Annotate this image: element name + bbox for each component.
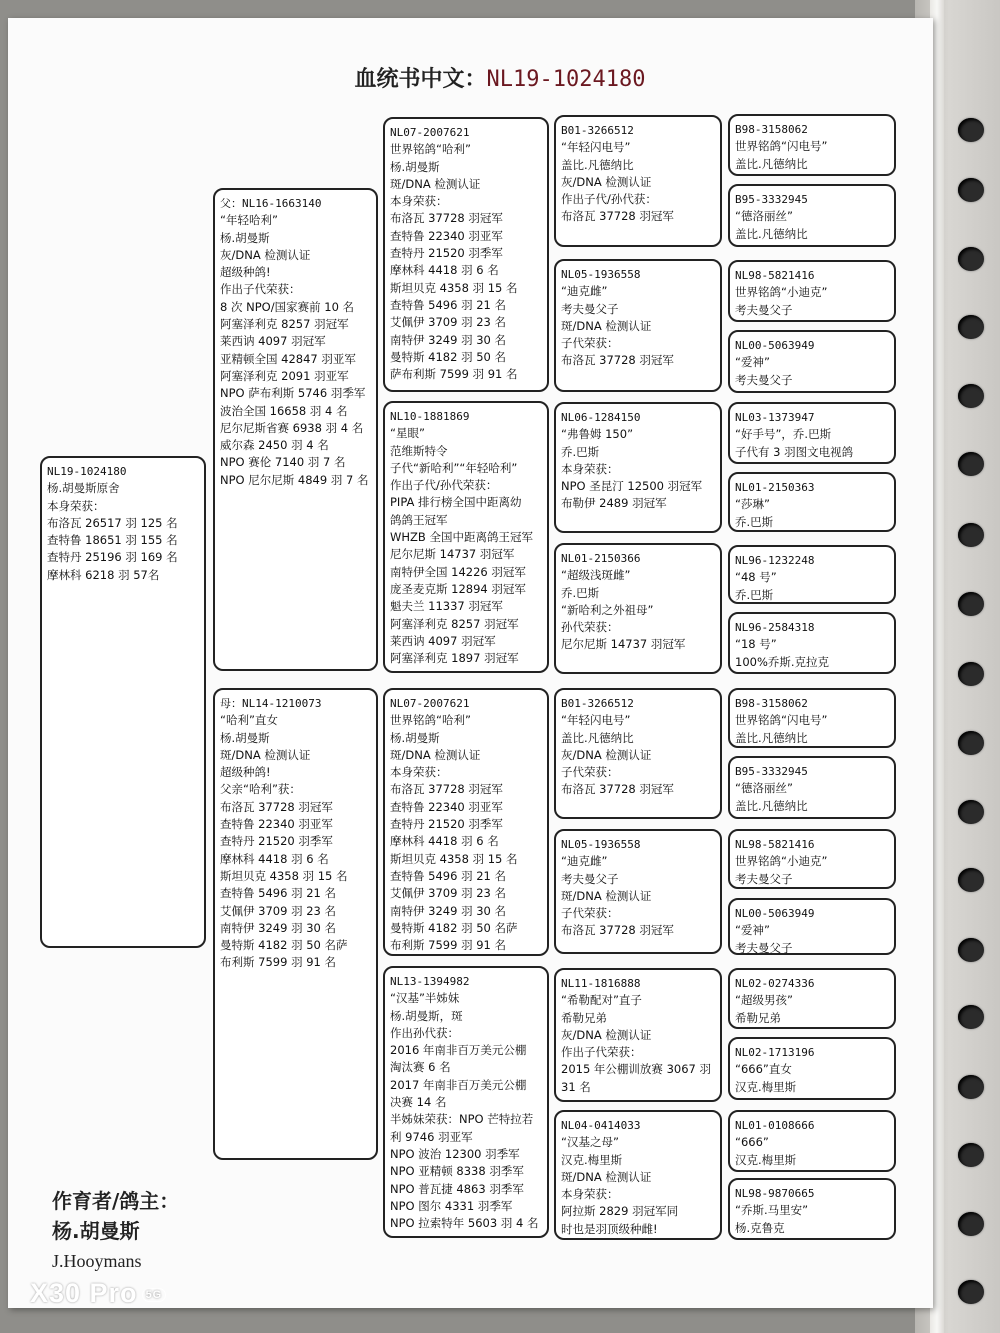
card-line: 摩林科 4418 羽 6 名 [390, 263, 499, 278]
card-line: 查特丹 25196 羽 169 名 [47, 550, 178, 565]
card-line: 南特伊全国 14226 羽冠军 [390, 564, 526, 579]
binder-hole [958, 452, 984, 476]
gen3-card-2 [554, 259, 722, 392]
card-line: 作出孙代获： [390, 1025, 459, 1040]
card-line: NPO 波治 12300 羽季军 [390, 1146, 520, 1161]
card-line: 摩林科 6218 羽 57名 [47, 567, 160, 582]
gen4-card-13 [728, 968, 896, 1029]
card-line: “弗鲁姆 150” [561, 427, 634, 442]
binder-hole [958, 315, 984, 339]
card-line: 威尔森 2450 羽 4 名 [220, 438, 329, 453]
gen4-card-2 [728, 184, 896, 247]
ring-number: B01-3266512 [561, 124, 634, 137]
camera-brand: X30 Pro [30, 1278, 138, 1308]
binder-hole [958, 662, 984, 686]
card-line: NPO 拉索特年 5603 羽 4 名 [390, 1216, 539, 1231]
card-line: 盖比.凡德纳比 [561, 157, 634, 172]
card-line: 斑/DNA 检测认证 [220, 747, 311, 762]
gen4-card-16 [728, 1178, 896, 1240]
card-line: “迪克雌” [561, 284, 608, 299]
gen3-card-5 [554, 688, 722, 819]
card-line: 艾佩伊 3709 羽 23 名 [390, 886, 507, 901]
camera-watermark [30, 1278, 166, 1309]
ring-number: NL01-0108666 [735, 1119, 815, 1132]
ring-number: NL19-1024180 [47, 465, 127, 478]
card-line: 杨.克鲁克 [735, 1220, 785, 1235]
card-line: 布洛瓦 37728 羽冠军 [220, 799, 333, 814]
card-line: 阿塞泽利克 8257 羽冠军 [220, 317, 349, 332]
card-line: 本身荣获： [561, 1187, 619, 1202]
binder-hole [958, 731, 984, 755]
card-line: 查特鲁 22340 羽亚军 [220, 817, 333, 832]
ring-number: NL05-1936558 [561, 268, 641, 281]
ring-number: B98-3158062 [735, 123, 808, 136]
breeder-name-en: J.Hooymans [52, 1251, 142, 1271]
ring-number: NL96-2584318 [735, 621, 815, 634]
card-line: 斯坦贝克 4358 羽 15 名 [390, 280, 518, 295]
card-line: 艾佩伊 3709 羽 23 名 [220, 903, 337, 918]
card-line: 子代有 3 羽图文电视鸽 [735, 444, 854, 459]
card-line: 盖比.凡德纳比 [735, 730, 808, 745]
title-prefix: 血统书中文： [354, 67, 487, 92]
gen4-card-12 [728, 898, 896, 955]
title-ring-number: NL19-1024180 [486, 67, 646, 92]
card-line: 南特伊 3249 羽 30 名 [390, 332, 507, 347]
card-line: 阿塞泽利克 2091 羽亚军 [220, 368, 349, 383]
gen4-card-8 [728, 612, 896, 674]
ring-number: 父：NL16-1663140 [220, 197, 322, 210]
card-line: 考夫曼父子 [735, 871, 793, 886]
card-line: 子代荣获： [561, 906, 619, 921]
card-line: “年轻闪电号” [561, 713, 631, 728]
card-line: 杨.胡曼斯 [220, 730, 270, 745]
binder-hole [958, 1075, 984, 1099]
ring-number: NL01-2150366 [561, 552, 641, 565]
card-line: 布利斯 7599 羽 91 名 [390, 938, 507, 953]
ring-number: NL07-2007621 [390, 126, 470, 139]
network-badge: 5G [142, 1288, 167, 1302]
card-line: 杨.胡曼斯原舍 [47, 481, 120, 496]
card-line: 淘汰赛 6 名 [390, 1060, 451, 1075]
card-line: 布洛瓦 37728 羽冠军 [561, 782, 674, 797]
card-line: 曼特斯 4182 羽 50 名 [390, 349, 507, 364]
card-line: 斑/DNA 检测认证 [561, 888, 652, 903]
card-line: 斑/DNA 检测认证 [561, 1169, 652, 1184]
card-line: “666” [735, 1135, 769, 1150]
card-line: 汉克.梅里斯 [735, 1079, 797, 1094]
card-line: 孙代荣获： [561, 620, 619, 635]
card-line: 布勒伊 2489 羽冠军 [561, 496, 667, 511]
card-line: 汉克.梅里斯 [561, 1152, 623, 1167]
subject-card [40, 456, 206, 948]
gen4-card-10 [728, 756, 896, 819]
gen3-card-4 [554, 543, 722, 674]
card-line: “迪克雌” [561, 854, 608, 869]
card-line: 考夫曼父子 [561, 301, 619, 316]
card-line: “希勒配对”直子 [561, 993, 642, 1008]
gen4-card-15 [728, 1110, 896, 1172]
card-line: 莱西讷 4097 羽冠军 [220, 334, 326, 349]
card-line: 查特鲁 5496 羽 21 名 [390, 868, 507, 883]
card-line: 查特鲁 5496 羽 21 名 [220, 886, 337, 901]
card-line: 超级种鸽! [220, 765, 271, 780]
card-line: 世界铭鸽“哈利” [390, 713, 471, 728]
card-line: “汉基之母” [561, 1135, 619, 1150]
card-line: 2016 年南非百万美元公棚 [390, 1043, 527, 1058]
card-line: 查特丹 21520 羽季军 [390, 246, 503, 261]
card-line: 本身荣获： [390, 765, 448, 780]
card-line: 灰/DNA 检测认证 [220, 247, 311, 262]
gen3-card-1 [554, 115, 722, 247]
card-line: 莱西讷 4097 羽冠军 [390, 633, 496, 648]
ring-number: 母：NL14-1210073 [220, 697, 322, 710]
card-line: 决赛 14 名 [390, 1095, 447, 1110]
ring-number: NL11-1816888 [561, 977, 641, 990]
card-line: 2017 年南非百万美元公棚 [390, 1077, 527, 1092]
card-line: “超级男孩” [735, 993, 793, 1008]
card-line: 盖比.凡德纳比 [735, 156, 808, 171]
card-line: 盖比.凡德纳比 [561, 730, 634, 745]
card-line: 乔.巴斯 [561, 585, 600, 600]
card-line: 2015 年公棚训放赛 3067 羽 [561, 1062, 711, 1077]
card-line: NPO 普瓦捷 4863 羽季军 [390, 1181, 524, 1196]
gen4-card-3 [728, 260, 896, 322]
card-line: 范维斯特令 [390, 443, 448, 458]
gen4-card-1 [728, 114, 896, 176]
gen4-card-5 [728, 402, 896, 464]
card-line: “哈利”直女 [220, 713, 278, 728]
ring-number: NL03-1373947 [735, 411, 815, 424]
card-line: 阿塞泽利克 8257 羽冠军 [390, 616, 519, 631]
card-line: 本身荣获： [47, 498, 105, 513]
card-line: 本身荣获： [390, 194, 448, 209]
card-line: 杨.胡曼斯 [390, 730, 440, 745]
card-line: 鸽鸽王冠军 [390, 512, 448, 527]
gen4-card-4 [728, 330, 896, 393]
ring-number: NL96-1232248 [735, 554, 815, 567]
binder-hole [958, 118, 984, 142]
card-line: 考夫曼父子 [735, 372, 793, 387]
card-line: 斑/DNA 检测认证 [561, 318, 652, 333]
card-line: 萨布利斯 7599 羽 91 名 [390, 367, 518, 382]
card-line: 子代荣获： [561, 765, 619, 780]
card-line: “48 号” [735, 570, 777, 585]
card-line: 作出子代荣获： [220, 282, 301, 297]
card-line: 子代“新哈利”“年轻哈利” [390, 460, 518, 475]
card-line: 斯坦贝克 4358 羽 15 名 [390, 851, 518, 866]
card-line: “18 号” [735, 637, 777, 652]
card-line: 南特伊 3249 羽 30 名 [220, 920, 337, 935]
card-line: “爱神” [735, 923, 770, 938]
card-line: 布洛瓦 37728 羽冠军 [390, 782, 503, 797]
card-line: 盖比.凡德纳比 [735, 798, 808, 813]
card-line: 布洛瓦 37728 羽冠军 [390, 211, 503, 226]
binder-hole [958, 938, 984, 962]
card-line: 乔.巴斯 [735, 514, 774, 529]
card-line: 布洛瓦 37728 羽冠军 [561, 209, 674, 224]
card-line: 汉克.梅里斯 [735, 1152, 797, 1167]
card-line: 布洛瓦 37728 羽冠军 [561, 353, 674, 368]
card-line: 利 9746 羽亚军 [390, 1129, 473, 1144]
card-line: 查特鲁 22340 羽亚军 [390, 228, 503, 243]
card-line: 世界铭鸽“闪电号” [735, 139, 828, 154]
gen4-card-6 [728, 472, 896, 532]
sire-card [213, 188, 378, 671]
card-line: 杨.胡曼斯，斑 [390, 1008, 463, 1023]
card-line: PIPA 排行榜全国中距离幼 [390, 495, 522, 510]
binder-hole [958, 592, 984, 616]
card-line: 盖比.凡德纳比 [735, 226, 808, 241]
breeder-label: 作育者/鸽主： [52, 1189, 180, 1213]
card-line: 考夫曼父子 [735, 302, 793, 317]
card-line: “年轻哈利” [220, 213, 278, 228]
card-line: 超级种鸽! [220, 265, 271, 280]
ring-number: NL05-1936558 [561, 838, 641, 851]
ring-number: NL98-5821416 [735, 838, 815, 851]
card-line: “德洛丽丝” [735, 209, 793, 224]
card-line: 布利斯 7599 羽 91 名 [220, 955, 337, 970]
card-line: 乔.巴斯 [561, 444, 600, 459]
binder-hole [958, 1280, 984, 1304]
ring-number: NL10-1881869 [390, 410, 470, 423]
card-line: “乔斯.马里安” [735, 1203, 809, 1218]
card-line: 时也是羽顶级种雌! [561, 1221, 658, 1236]
card-line: 本身荣获： [561, 461, 619, 476]
card-line: 杨.胡曼斯 [390, 159, 440, 174]
card-line: “爱神” [735, 355, 770, 370]
card-line: “超级浅斑雌” [561, 568, 631, 583]
card-line: 作出子代荣获： [561, 1045, 642, 1060]
card-line: 亚精顿全国 42847 羽亚军 [220, 351, 356, 366]
gen3-card-3 [554, 402, 722, 533]
card-line: 斑/DNA 检测认证 [390, 747, 481, 762]
grandsire-paternal-card [383, 117, 549, 392]
card-line: 南特伊 3249 羽 30 名 [390, 903, 507, 918]
card-line: 阿拉斯 2829 羽冠军同 [561, 1204, 679, 1219]
ring-number: NL01-2150363 [735, 481, 815, 494]
card-line: “666”直女 [735, 1062, 792, 1077]
card-line: 查特鲁 5496 羽 21 名 [390, 297, 507, 312]
card-line: 世界铭鸽“小迪克” [735, 854, 828, 869]
ring-number: B95-3332945 [735, 193, 808, 206]
ring-number: NL98-5821416 [735, 269, 815, 282]
ring-number: NL06-1284150 [561, 411, 641, 424]
card-line: 摩林科 4418 羽 6 名 [220, 851, 329, 866]
card-line: 100%乔斯.克拉克 [735, 654, 830, 669]
card-line: 世界铭鸽“闪电号” [735, 713, 828, 728]
ring-number: B95-3332945 [735, 765, 808, 778]
binder-hole [958, 247, 984, 271]
card-line: 尼尔尼斯省赛 6938 羽 4 名 [220, 420, 364, 435]
card-line: 斑/DNA 检测认证 [390, 176, 481, 191]
card-line: 作出子代/孙代获： [561, 192, 657, 207]
card-line: 乔.巴斯 [735, 587, 774, 602]
card-line: 灰/DNA 检测认证 [561, 174, 652, 189]
granddam-paternal-card [383, 401, 549, 673]
card-line: 考夫曼父子 [735, 940, 793, 955]
card-line: 作出子代/孙代荣获： [390, 478, 498, 493]
card-line: NPO 萨布利斯 5746 羽季军 [220, 386, 366, 401]
ring-number: NL00-5063949 [735, 907, 815, 920]
card-line: 世界铭鸽“小迪克” [735, 285, 828, 300]
gen4-card-9 [728, 688, 896, 748]
card-line: NPO 亚精顿 8338 羽季军 [390, 1164, 524, 1179]
card-line: 世界铭鸽“哈利” [390, 142, 471, 157]
ring-number: B01-3266512 [561, 697, 634, 710]
ring-number: NL00-5063949 [735, 339, 815, 352]
ring-number: NL07-2007621 [390, 697, 470, 710]
card-line: 半姊妹荣获：NPO 芒特拉若 [390, 1112, 534, 1127]
card-line: NPO 图尔 4331 羽季军 [390, 1198, 513, 1213]
gen3-card-6 [554, 829, 722, 954]
card-line: “星眼” [390, 426, 425, 441]
binder-hole [958, 800, 984, 824]
binder-hole [958, 868, 984, 892]
ring-number: NL13-1394982 [390, 975, 470, 988]
card-line: 希勒兄弟 [735, 1010, 781, 1025]
card-line: NPO 圣昆汀 12500 羽冠军 [561, 479, 703, 494]
binder-hole [958, 178, 984, 202]
ring-number: B98-3158062 [735, 697, 808, 710]
gen4-card-11 [728, 829, 896, 889]
card-line: 查特丹 21520 羽季军 [220, 834, 333, 849]
binder-hole [958, 1212, 984, 1236]
card-line: 杨.胡曼斯 [220, 230, 270, 245]
card-line: 布洛瓦 37728 羽冠军 [561, 923, 674, 938]
card-line: “莎琳” [735, 497, 770, 512]
card-line: 查特鲁 22340 羽亚军 [390, 799, 503, 814]
gen4-card-7 [728, 545, 896, 604]
card-line: 尼尔尼斯 14737 羽冠军 [561, 637, 686, 652]
card-line: 查特鲁 18651 羽 155 名 [47, 533, 178, 548]
granddam-maternal-card [383, 966, 549, 1238]
card-line: “好手号”，乔.巴斯 [735, 427, 832, 442]
binder-hole [958, 523, 984, 547]
dam-card [213, 688, 378, 1160]
card-line: “新哈利之外祖母” [561, 602, 654, 617]
binder-hole [958, 1005, 984, 1029]
card-line: “汉基”半姊妹 [390, 991, 460, 1006]
ring-number: NL02-1713196 [735, 1046, 815, 1059]
card-line: 布洛瓦 26517 羽 125 名 [47, 515, 178, 530]
card-line: 摩林科 4418 羽 6 名 [390, 834, 499, 849]
breeder-name-cn: 杨.胡曼斯 [52, 1219, 140, 1243]
card-line: 斯坦贝克 4358 羽 15 名 [220, 868, 348, 883]
card-line: 希勒兄弟 [561, 1010, 607, 1025]
ring-number: NL02-0274336 [735, 977, 815, 990]
card-line: 艾佩伊 3709 羽 23 名 [390, 315, 507, 330]
ring-number: NL98-9870665 [735, 1187, 815, 1200]
card-line: 波治全国 16658 羽 4 名 [220, 403, 348, 418]
card-line: 灰/DNA 检测认证 [561, 1027, 652, 1042]
card-line: 父亲“哈利”获： [220, 782, 301, 797]
card-line: 魁夫兰 11337 羽冠军 [390, 599, 503, 614]
card-line: 庞圣麦克斯 12894 羽冠军 [390, 581, 526, 596]
binder-hole [958, 1143, 984, 1167]
card-line: WHZB 全国中距离鸽王冠军 [390, 530, 533, 545]
card-line: 尼尔尼斯 14737 羽冠军 [390, 547, 515, 562]
gen3-card-7 [554, 968, 722, 1102]
card-line: 子代荣获： [561, 336, 619, 351]
card-line: “德洛丽丝” [735, 781, 793, 796]
card-line: 考夫曼父子 [561, 871, 619, 886]
ring-number: NL04-0414033 [561, 1119, 641, 1132]
gen3-card-8 [554, 1110, 722, 1240]
card-line: NPO 尼尔尼斯 4849 羽 7 名 [220, 472, 369, 487]
binder-hole [958, 384, 984, 408]
grandsire-maternal-card [383, 688, 549, 956]
card-line: 曼特斯 4182 羽 50 名萨 [390, 920, 518, 935]
card-line: NPO 赛伦 7140 羽 7 名 [220, 455, 346, 470]
card-line: “年轻闪电号” [561, 140, 631, 155]
card-line: 阿塞泽利克 1897 羽冠军 [390, 651, 519, 666]
card-line: 曼特斯 4182 羽 50 名萨 [220, 938, 348, 953]
page-title [0, 62, 1000, 93]
card-line: 查特丹 21520 羽季军 [390, 817, 503, 832]
card-line: 31 名 [561, 1079, 591, 1094]
gen4-card-14 [728, 1037, 896, 1100]
breeder-block [52, 1186, 179, 1276]
card-line: 灰/DNA 检测认证 [561, 747, 652, 762]
card-line: 8 次 NPO/国家赛前 10 名 [220, 299, 355, 314]
